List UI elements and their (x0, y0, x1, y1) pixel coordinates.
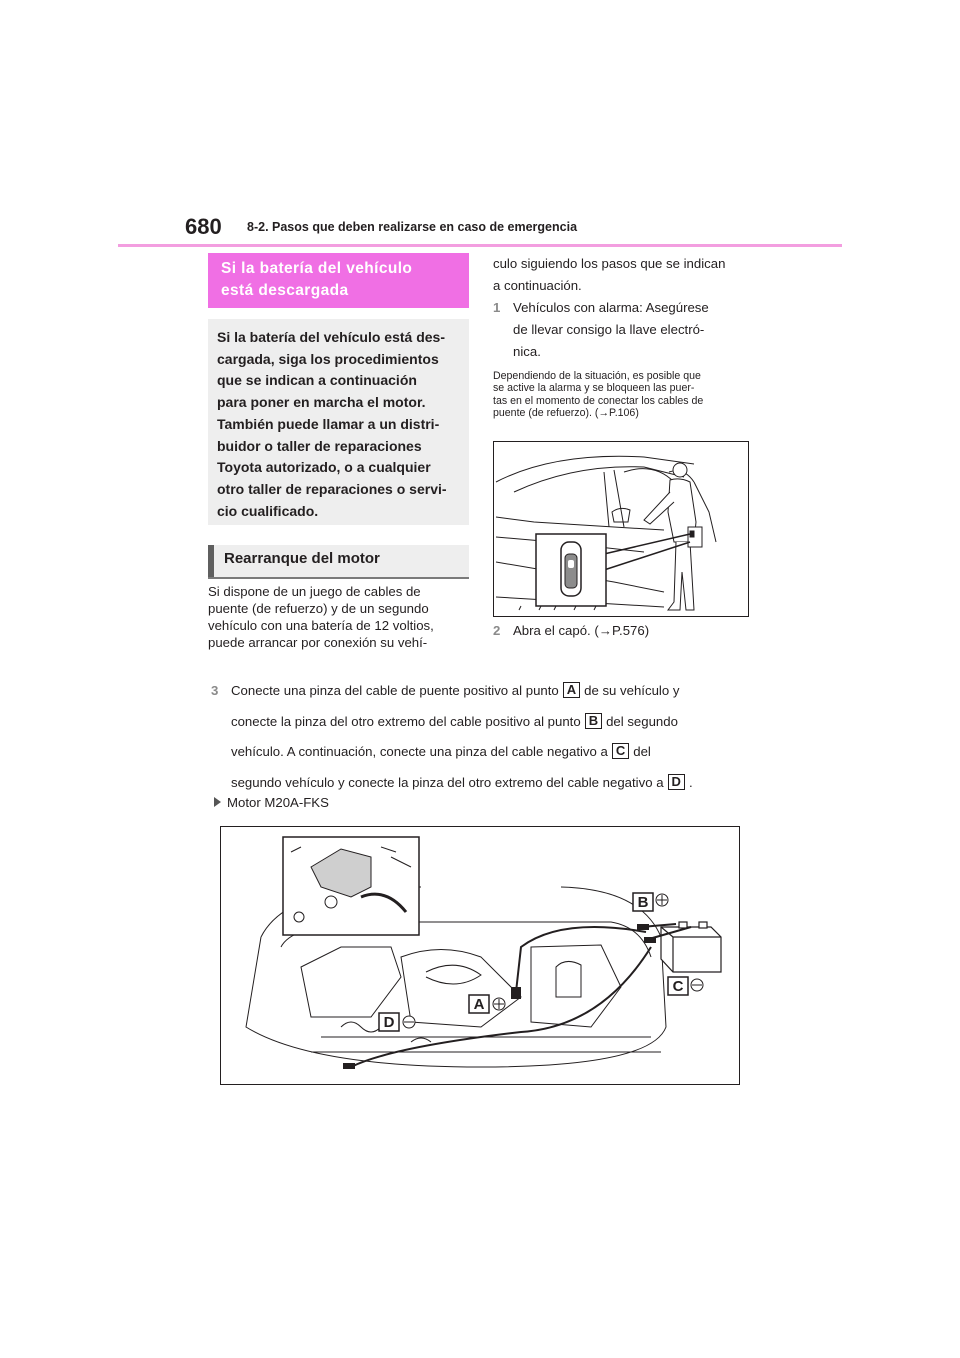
label-b-text: B (637, 894, 649, 911)
step-3 (211, 676, 771, 798)
step-line (211, 676, 771, 707)
label-a: A (563, 682, 580, 698)
diagram-label-a (469, 995, 505, 1013)
intro-line: cargada, siga los procedimientos (217, 350, 439, 367)
step-2 (493, 622, 649, 639)
restart-paragraph (208, 583, 470, 651)
label-d-text: D (383, 1014, 395, 1031)
para-line: puente (de refuerzo) y de un segundo (208, 601, 429, 616)
intro-line: otro taller de reparaciones o servi- (217, 480, 447, 497)
section-title-battery (208, 253, 469, 308)
note-line: Dependiendo de la situación, es posible que (493, 370, 701, 382)
step-line: Vehículos con alarma: Asegúrese (513, 300, 709, 315)
para-line: Si dispone de un juego de cables de (208, 584, 421, 599)
step-text: de su vehículo y (584, 683, 680, 698)
section-title-line1: Si la batería del vehículo (221, 260, 413, 277)
para-line: vehículo con una batería de 12 voltios, (208, 618, 434, 633)
intro-line: Si la batería del vehículo está des- (217, 329, 445, 345)
step-number: 3 (211, 683, 219, 698)
step-line (231, 707, 771, 738)
step-line (231, 768, 771, 799)
step-text: del (633, 744, 651, 759)
subheading-rule (208, 577, 469, 579)
step-1 (493, 297, 755, 363)
intro-line: buidor o taller de reparaciones (217, 437, 422, 454)
note-line: puente (de refuerzo). (→P.106) (493, 407, 639, 420)
step-text: Abra el capó. (→P.576) (513, 623, 650, 638)
engine-bay-illustration (221, 827, 739, 1084)
engine-bullet (214, 795, 329, 810)
step-number: 1 (493, 300, 501, 315)
restart-paragraph-cont (493, 253, 755, 420)
intro-line: También puede llamar a un distri- (217, 415, 440, 432)
para-line: a continuación. (493, 278, 582, 293)
alarm-note (493, 370, 755, 420)
label-a-text: A (473, 996, 485, 1013)
car-door-illustration (494, 442, 748, 616)
label-c-text: C (672, 978, 684, 995)
step-line: de llevar consigo la llave electró- (513, 322, 705, 337)
engine-model: Motor M20A-FKS (227, 795, 329, 810)
diagram-label-b (633, 893, 668, 911)
person-figure (644, 463, 702, 610)
para-line: culo siguiendo los pasos que se indican (493, 256, 726, 271)
booster-battery (661, 922, 721, 972)
intro-line: Toyota autorizado, o a cualquier (217, 459, 431, 476)
step-line (231, 737, 771, 768)
step-text: segundo vehículo y conecte la pinza del otro extremo del cable negativo a (231, 774, 664, 790)
diagram-label-d (379, 1013, 415, 1031)
step-text: . (688, 774, 693, 790)
note-line: se active la alarma y se bloqueen las puer- (493, 382, 695, 395)
label-c: C (612, 743, 629, 759)
subheading-restart: Rearranque del motor (208, 545, 469, 577)
section-title-line2: está descargada (221, 282, 349, 299)
label-b: B (585, 713, 602, 729)
smart-key-icon (561, 542, 581, 596)
intro-line: que se indican a continuación (217, 372, 417, 389)
header-rule (118, 244, 842, 247)
step-text: del segundo (606, 713, 678, 729)
para-line: puede arrancar por conexión su vehí- (208, 635, 428, 650)
triangle-bullet-icon (214, 797, 221, 807)
intro-line: cio cualificado. (217, 502, 319, 519)
intro-line: para poner en marcha el motor. (217, 394, 426, 411)
running-head: 8-2. Pasos que deben realizarse en caso de emergencia (247, 220, 578, 234)
step-line: nica. (513, 344, 541, 359)
step-text: Conecte una pinza del cable de puente positivo al punto (231, 683, 559, 698)
step-text: vehículo. A continuación, conecte una pinza del cable negativo a (231, 744, 608, 759)
intro-box (208, 319, 469, 525)
label-d: D (668, 774, 685, 790)
diagram-label-c (668, 977, 703, 995)
page-number: 680 (185, 214, 222, 239)
figure-alarm-key (493, 441, 749, 617)
note-line: tas en el momento de conectar los cables de (493, 394, 704, 407)
figure-engine-bay (220, 826, 740, 1085)
step-text: conecte la pinza del otro extremo del cable positivo al punto (231, 713, 581, 729)
step-number: 2 (493, 623, 501, 638)
